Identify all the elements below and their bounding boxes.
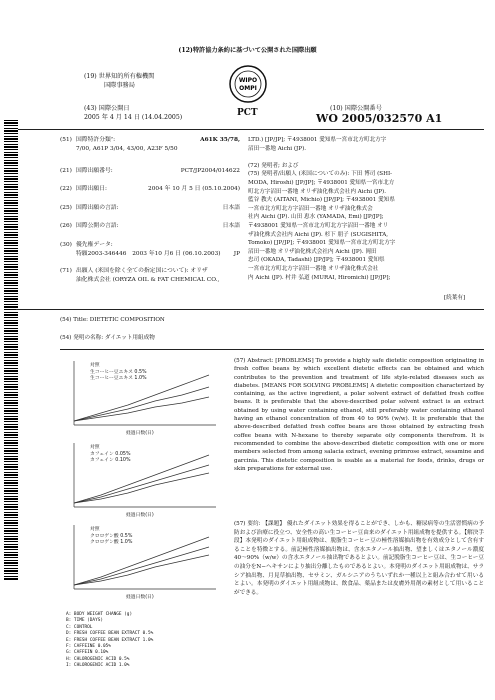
inventor-line	[248, 153, 480, 162]
inventor-line: 社内 Aichi (JP). 山田 恵水 (YAMADA, Emi) [JP/JP];	[248, 214, 384, 221]
chart-1-legend: 対照 生コーヒー豆エキス 0.5% 生コーヒー豆エキス 1.0%	[90, 363, 147, 382]
chart-2-xaxis: 経過日数(日)	[126, 513, 154, 518]
wipo-logo	[228, 64, 268, 104]
figure-legend-item: D: FRESH COFFEE BEAN EXTRACT 0.5%	[66, 631, 154, 637]
inventor-line: 沼田一番地 オリザ油化株式会社内 Aichi (JP). 岡田	[248, 248, 377, 255]
inventor-line: 忠司 (OKADA, Tadashi) [JP/JP]; 〒4938001 愛知県	[248, 257, 385, 264]
inventor-line: 町北方字沼田一番地 オリザ油化株式会社内 Aichi (JP).	[248, 188, 387, 195]
abstract-ja: (57) 要約: 【課題】 優れたダイエット効果を得ることができ、しかも、糖尿病等の生活習慣病の予防および治療に役立つ、安全性の高い生コーヒー豆由来のダイエット用組成物を提供する。【解決手段】本発明のダイエット用組成物は、脱脂生コーヒー豆の極性溶媒抽出物を有効成分として含有することを特徴とする。前記極性溶媒抽出物は、含水エタノール抽出物、望ましくはエタノール濃度 40〜90%（w/w）の含水エタノール抽出物であるとよい。前記脱脂生コーヒー豆は、生コーヒー豆の油分をN−ヘキサンにより抽出分離したものであるとよい。本発明のダイエット用組成物は、サラシア抽出物、月見草抽出物、セサミン、ガルシニアのうちいずれか一種以上と組み合わせて用いるとよい。本発明のダイエット用組成物は、飲食品、薬品または皮膚外用剤の素材として用いることができる。	[234, 521, 484, 596]
chart-3-legend: 対照 クロロゲン酸 0.5% クロロゲン酸 1.0%	[90, 527, 133, 546]
svg-text:WIPO: WIPO	[238, 77, 258, 84]
divider-title	[60, 349, 484, 350]
figure-legend-item: G: CAFFEIN 0.10%	[66, 650, 109, 656]
field-51-cont: 7/00, A61P 3/04, 43/00, A23F 5/50	[76, 146, 178, 152]
figure-svg	[56, 355, 226, 605]
field-21: (21) 国際出願番号: PCT/JP2004/014622	[60, 168, 240, 174]
divider-top	[16, 129, 484, 130]
field-30-data: 特願2003-346446 2003 年10 月6 日 (06.10.2003) JP	[76, 251, 240, 257]
document-title: (12)特許協力条約に基づいて公開された国際出願	[178, 47, 317, 54]
inventor-line: 内 Aichi (JP). 村井 弘道 (MURAI, Hiromichi) [JP/JP];	[248, 274, 391, 281]
inventor-line: 沼田一番地 Aichi (JP).	[248, 145, 307, 152]
divider-mid	[16, 309, 484, 310]
field-22: (22) 国際出願日: 2004 年 10 月 5 日 (05.10.2004)	[60, 186, 240, 192]
inventor-line: 藍谷 教夫 (AITANI, Michio) [JP/JP]; 〒4938001 愛知県	[248, 197, 395, 204]
field-71: (71) 出願人 (米国を除く全ての指定国について): オリザ	[60, 268, 208, 274]
inventor-line: (75) 発明者/出願人 (米国についてのみ): 下田 博司 (SHI-	[248, 171, 393, 178]
figure-legend-list	[66, 612, 153, 670]
chart-2-legend: 対照 カフェイン 0.05% カフェイン 0.10%	[90, 445, 131, 464]
inventor-line: LTD.) [JP/JP]; 〒4938001 愛知県一宮市北方町北方字	[248, 137, 387, 143]
pub-number-label: (10) 国際公開番号	[330, 105, 382, 112]
figure-legend-item: H: CHLOROGENIC ACID 0.5%	[66, 656, 130, 662]
pct-label: PCT	[237, 108, 258, 118]
inventor-line: 一宮市北方町北方字沼田一番地 オリザ油化株式会	[248, 205, 373, 212]
figure-legend-item: F: CAFFEINE 0.05%	[66, 644, 111, 650]
pub-number: WO 2005/032570 A1	[316, 112, 443, 125]
figure-legend-item: B: TIME (DAYS)	[66, 618, 104, 624]
title-ja: (54) 発明の名称: ダイエット用組成物	[60, 335, 155, 341]
figure-legend-item: C: CONTROL	[66, 624, 93, 630]
svg-text:OMPI: OMPI	[239, 85, 257, 92]
figure-legend-item: E: FRESH COFFEE BEAN EXTRACT 1.0%	[66, 637, 154, 643]
inventor-line: ザ油化株式会社内 Aichi (JP). 杉下 朋子 (SUGISHITA,	[248, 231, 389, 238]
chart-1-xaxis: 経過日数(日)	[126, 431, 154, 436]
date-label: (43) 国際公開日	[84, 105, 130, 112]
inventor-line: Tomoko) [JP/JP]; 〒4938001 愛知県一宮市北方町北方字	[248, 240, 396, 247]
abstract-en: (57) Abstract: [PROBLEMS] To provide a highly safe dietetic composition originating in fresh coffee beans by which excellent dietetic effects can be obtained and which contributes to the prevention and treatment of life style-related diseases such as diabetes. [MEANS FOR SOLVING PROBLEMS] A dietetic composition characterized by containing, as the active ingredient, a polar solvent extract of defatted fresh coffee beans. It is preferable that the above-described polar solvent extract is an extract obtained by using water containing ethanol, still preferably water containing ethanol having an ethanol concentration of from 40 to 90% (w/w). It is preferable that the above-described defatted fresh coffee beans are those obtained by extracting fresh coffee beans with N-hexane to thereby separate oily components therefrom. It is recommended to combine the above-described dietetic composition with one or more members selected from among salacia extract, evening primrose extract, sesamine and garcinia. This dietetic composition is usable as a material for foods, drinks, drugs or skin preparations for external use.	[234, 358, 484, 472]
figure-legend-item: I: CHLOROGENIC ACID 1.0%	[66, 663, 130, 669]
date-value: 2005 年 4 月 14 日 (14.04.2005)	[84, 114, 183, 121]
field-51: (51) 国際特許分類⁷: A61K 35/78,	[60, 137, 240, 143]
chart-3-xaxis: 経過日数(日)	[126, 595, 154, 600]
side-barcode	[4, 120, 18, 580]
field-26: (26) 国際公開の言語: 日本語	[60, 223, 240, 229]
field-25: (25) 国際出願の言語: 日本語	[60, 205, 240, 211]
field-71-cont: 油化株式会社 (ORYZA OIL & FAT CHEMICAL CO.,	[76, 277, 220, 283]
office-subname: 国際事務局	[104, 82, 135, 89]
field-30: (30) 優先権データ:	[60, 242, 113, 248]
inventor-line: 〒4938001 愛知県一宮市北方町北方字沼田一番地 オリ	[248, 222, 389, 229]
inventor-line: (72) 発明者; および	[248, 162, 299, 169]
continued-marker: [続葉有]	[444, 295, 466, 301]
inventor-line: MODA, Hiroshi) [JP/JP]; 〒4938001 愛知県一宮市北方	[248, 179, 395, 186]
office-name: (19) 世界知的所有権機関	[84, 73, 155, 80]
figure-charts	[56, 355, 226, 605]
title-en: (54) Title: DIETETIC COMPOSITION	[60, 317, 165, 323]
inventors-block	[248, 136, 480, 282]
figure-legend-item: A: BODY WEIGHT CHANGE (g)	[66, 612, 133, 617]
inventor-line: 一宮市北方町北方字沼田一番地 オリザ油化株式会社	[248, 265, 379, 272]
